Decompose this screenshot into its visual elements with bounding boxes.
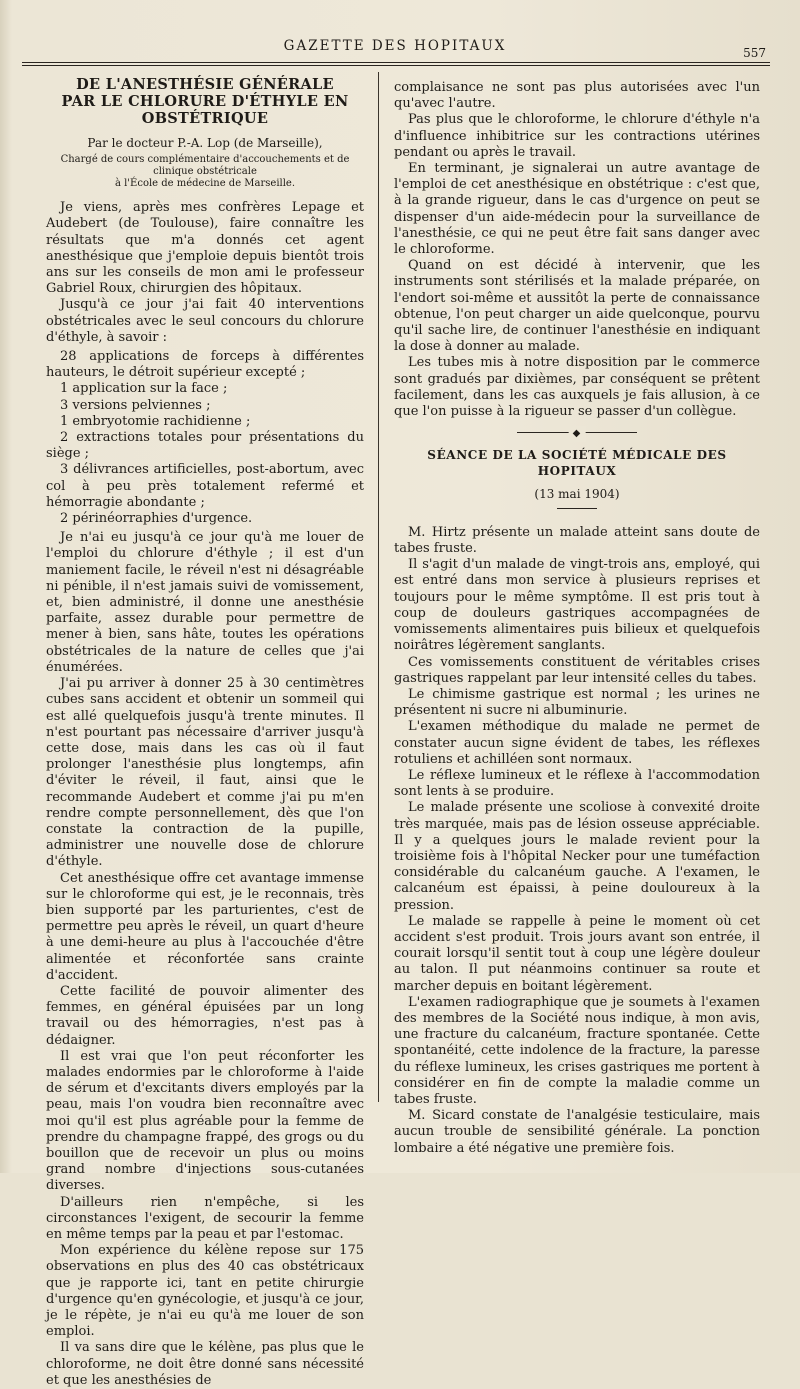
- article-title-line2: PAR LE CHLORURE D'ÉTHYLE EN OBSTÉTRIQUE: [61, 93, 349, 127]
- paragraph: J'ai pu arriver à donner 25 à 30 centimètres cubes sans accident et obtenir un sommeil qui est allé quelquefois jusqu'à trente minutes. Il n'est pourtant pas nécessaire d'arriver jusqu'à cette dose, mais dans les cas où il faut prolonger l'anesthésie plus longtemps, afin d'éviter le réveil, il faut, ainsi que le recommande Audebert et comme j'ai pu m'en rendre compte personnellement, dès que l'on constate la contraction de la pupille, administrer une nouvelle dose de chlorure d'éthyle.: [46, 676, 364, 870]
- section-separator: [517, 428, 637, 440]
- paragraph: M. Sicard constate de l'analgésie testiculaire, mais aucun trouble de sensibilité générale. La ponction lombaire a été négative une première fois.: [394, 1108, 760, 1156]
- journal-title: GAZETTE DES HOPITAUX: [283, 38, 507, 54]
- paragraph: L'examen radiographique que je soumets à l'examen des membres de la Société nous indique, à mon avis, une fracture du calcanéum, fracture spontanée. Cette spontanéité, cette indolence de la fracture, la paresse du réflexe lumineux, les crises gastriques me portent à considérer en fin de compte la maladie comme un tabes fruste.: [394, 994, 760, 1107]
- paragraph: Les tubes mis à notre disposition par le commerce sont gradués par dixièmes, par conséquent se prêtent facilement, dans les cas auxquels je fais allusion, à ce que l'on puisse à la rigueur se passer d'un collègue.: [394, 355, 760, 420]
- affiliation-line2: à l'École de médecine de Marseille.: [114, 178, 296, 190]
- article-title: [46, 76, 364, 127]
- paragraph: D'ailleurs rien n'empêche, si les circonstances l'exigent, de secourir la femme en même temps par la peau et par l'estomac.: [46, 1194, 364, 1242]
- paragraph: Ces vomissements constituent de véritables crises gastriques rappelant par leur intensité celles du tabes.: [394, 654, 760, 686]
- section-title: SÉANCE DE LA SOCIÉTÉ MÉDICALE DES HOPITAUX: [427, 448, 727, 479]
- list-item: 1 application sur la face ;: [60, 381, 228, 397]
- header-rule-bottom: [22, 65, 770, 66]
- paragraph: Le malade présente une scoliose à convexité droite très marquée, mais pas de lésion osseuse appréciable. Il y a quelques jours le malade revient pour la troisième fois à l'hôpital Necker pour une tuméfaction considérable du calcanéum gauche. A l'examen, le calcanéum est épaissi, à peine douloureux à la pression.: [394, 800, 760, 913]
- short-rule: [557, 508, 597, 509]
- paragraph: Mon expérience du kélène repose sur 175 observations en plus des 40 cas obstétricaux que je rapporte ici, tant en petite chirurgie d'urgence qu'en gynécologie, et jusqu'à ce jour, je le répète, je n'ai eu qu'à me louer de son emploi.: [46, 1243, 364, 1340]
- header-rule-top: [22, 62, 770, 63]
- page-number: 557: [743, 46, 766, 60]
- paragraph: Le réflexe lumineux et le réflexe à l'accommodation sont lents à se produire.: [394, 767, 760, 800]
- paragraph: M. Hirtz présente un malade atteint sans doute de tabes fruste.: [394, 524, 760, 557]
- paragraph: Je n'ai eu jusqu'à ce jour qu'à me louer de l'emploi du chlorure d'éthyle ; il est d'un maniement facile, le réveil n'est ni désagréable ni pénible, il n'est jamais suivi de vomissement, et, bien administré, il donne une anesthésie parfaite, assez durable pour permettre de mener à bien, sans hâte, toutes les opérations obstétricales de la nature de celles que j'ai énumérées.: [46, 530, 364, 675]
- list-item: 2 extractions totales pour présentations du siège ;: [46, 430, 364, 462]
- paragraph: Il est vrai que l'on peut réconforter les malades endormies par le chloroforme à l'aide de sérum et d'excitants divers employés par la peau, mais l'on voudra bien reconnaître avec moi qu'il est plus agréable pour la femme de prendre du champagne frappé, des grogs ou du bouillon que de recevoir un plus ou moins grand nombre d'injections sous-cutanées diverses.: [46, 1048, 364, 1194]
- separator-ornament: ◆: [569, 426, 586, 442]
- list-item: 28 applications de forceps à différentes hauteurs, le détroit supérieur excepté ;: [46, 349, 364, 381]
- paragraph: Je viens, après mes confrères Lepage et Audebert (de Toulouse), faire connaître les résultats que m'a donnés cet agent anesthésique que j'emploie depuis bientôt trois ans sur les conseils de mon ami le professeur Gabriel Roux, chirurgien des hôpitaux.: [46, 200, 364, 297]
- paragraph: Quand on est décidé à intervenir, que les instruments sont stérilisés et la malade préparée, on l'endort soi-même et aussitôt la perte de connaissance obtenue, l'on peut charger un aide quelconque, pourvu qu'il sache lire, de continuer l'anesthésie en indiquant la dose à donner au malade.: [394, 258, 760, 355]
- paragraph: Il s'agit d'un malade de vingt-trois ans, employé, qui est entré dans mon service à plusieurs reprises et toujours pour le même symptôme. Il est pris tout à coup de douleurs gastriques accompagnées de vomissements alimentaires puis bilieux et quelquefois noirâtres légèrement sanglants.: [394, 557, 760, 654]
- list-item: 3 versions pelviennes ;: [60, 397, 211, 413]
- list-item: 1 embryotomie rachidienne ;: [60, 413, 251, 429]
- paragraph: complaisance ne sont pas plus autorisées avec l'un qu'avec l'autre.: [394, 80, 760, 112]
- column-divider: [378, 72, 379, 1102]
- list-item: 3 délivrances artificielles, post-abortum, avec col à peu près totalement refermé et hémorragie abondante ;: [46, 462, 364, 510]
- author-affiliation: [46, 154, 364, 190]
- list-item: 2 périnéorraphies d'urgence.: [60, 511, 253, 527]
- section-date: (13 mai 1904): [534, 486, 620, 501]
- article-byline: Par le docteur P.-A. Lop (de Marseille),: [87, 136, 323, 150]
- article-title-line1: DE L'ANESTHÉSIE GÉNÉRALE: [76, 76, 334, 93]
- paragraph: Le chimisme gastrique est normal ; les urines ne présentent ni sucre ni albuminurie.: [394, 686, 760, 719]
- paragraph: L'examen méthodique du malade ne permet de constater aucun signe évident de tabes, les réflexes rotuliens et achilléen sont normaux.: [394, 719, 760, 767]
- paragraph: Pas plus que le chloroforme, le chlorure d'éthyle n'a d'influence inhibitrice sur les contractions utérines pendant ou après le travail.: [394, 112, 760, 160]
- paragraph: Cette facilité de pouvoir alimenter des femmes, en général épuisées par un long travail ou des hémorragies, n'est pas à dédaigner.: [46, 983, 364, 1048]
- paragraph: Cet anesthésique offre cet avantage immense sur le chloroforme qui est, je le reconnais, très bien supporté par les parturientes, c'est de permettre peu après le réveil, un quart d'heure à une demi-heure au plus à l'accouchée d'être alimentée et réconfortée sans crainte d'accident.: [46, 870, 364, 983]
- paragraph: Le malade se rappelle à peine le moment où cet accident s'est produit. Trois jours avant son entrée, il courait lorsqu'il sentit tout à coup une légère douleur au talon. Il put néanmoins continuer sa route et marcher depuis en boitant légèrement.: [394, 913, 760, 994]
- paragraph: Jusqu'à ce jour j'ai fait 40 interventions obstétricales avec le seul concours du chlorure d'éthyle, à savoir :: [46, 297, 364, 345]
- right-column: [394, 80, 760, 1157]
- paragraph: En terminant, je signalerai un autre avantage de l'emploi de cet anesthésique en obstétrique : c'est que, à la grande rigueur, dans le cas d'urgence on peut se dispenser d'un aide-médecin pour la surveillance de l'anesthésie, ce qui ne peut être fait sans danger avec le chloroforme.: [394, 161, 760, 258]
- paragraph: Il va sans dire que le kélène, pas plus que le chloroforme, ne doit être donné sans nécessité et que les anesthésies de: [46, 1340, 364, 1388]
- affiliation-line1: Chargé de cours complémentaire d'accouchements et de clinique obstétricale: [60, 154, 350, 178]
- page-header: [20, 36, 770, 62]
- left-column: [46, 76, 364, 1389]
